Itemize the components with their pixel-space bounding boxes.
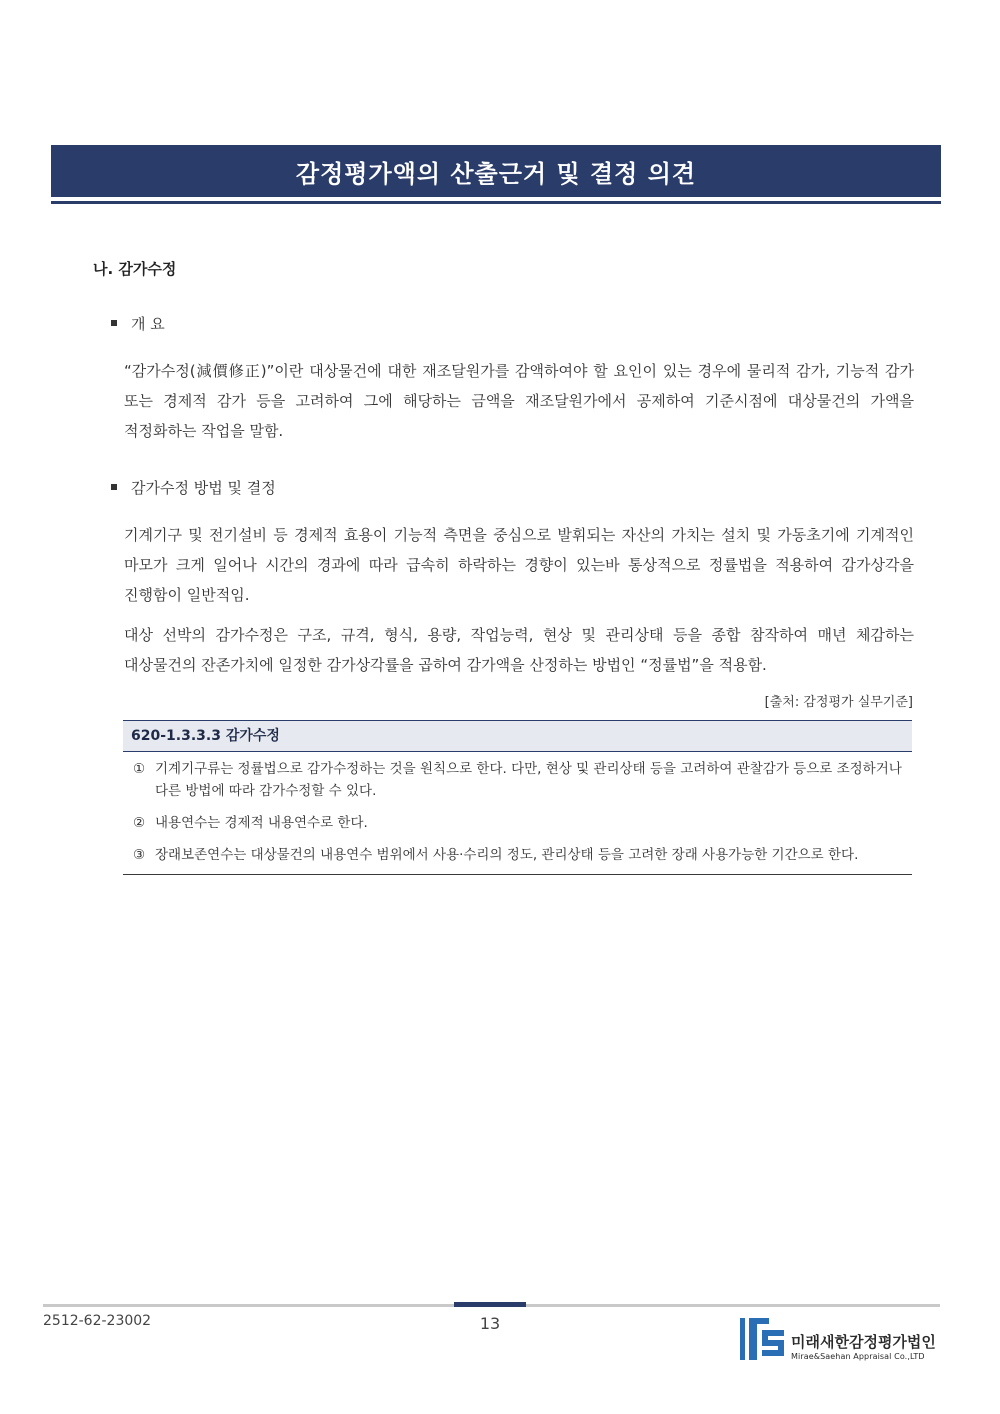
reference-item (133, 844, 902, 866)
reference-item-text: 내용연수는 경제적 내용연수로 한다. (155, 815, 368, 831)
reference-item (133, 812, 902, 834)
reference-box (123, 720, 912, 875)
overview-heading (111, 313, 165, 334)
method-paragraph-2: 대상 선박의 감가수정은 구조, 규격, 형식, 용량, 작업능력, 현상 및 관리상태 등을 종합 참작하여 매년 체감하는 대상물건의 잔존가치에 일정한 감가상각률을 곱하여 감가액을 산정하는 방법인 “정률법”을 적용함. (124, 626, 914, 674)
method-heading-label: 감가수정 방법 및 결정 (131, 479, 276, 497)
company-logo-icon (740, 1318, 784, 1360)
reference-item (133, 758, 902, 802)
square-bullet-icon (111, 484, 117, 490)
section-heading: 나. 감가수정 (93, 260, 177, 278)
overview-paragraph: “감가수정(減價修正)”이란 대상물건에 대한 재조달원가를 감액하여야 할 요인이 있는 경우에 물리적 감가, 기능적 감가 또는 경제적 감가 등을 고려하여 그에 해당하는 금액을 재조달원가에서 공제하여 기준시점에 대상물건의 가액을 적정화하는 작업을 말함. (124, 362, 914, 440)
method-paragraph-1: 기계기구 및 전기설비 등 경제적 효용이 기능적 측면을 중심으로 발휘되는 자산의 가치는 설치 및 가동초기에 기계적인 마모가 크게 일어나 시간의 경과에 따라 급속히 하락하는 경향이 있는바 통상적으로 정률법을 적용하여 감가상각을 진행함이 일반적임. (124, 526, 914, 604)
document-code: 2512-62-23002 (43, 1313, 152, 1329)
source-citation: [출처: 감정평가 실무기준] (764, 695, 913, 710)
method-heading (111, 477, 276, 498)
reference-item-text: 기계기구류는 정률법으로 감가수정하는 것을 원칙으로 한다. 다만, 현상 및 관리상태 등을 고려하여 관찰감가 등으로 조정하거나 다른 방법에 따라 감가수정할 수 있다. (155, 761, 902, 799)
overview-heading-label: 개 요 (131, 315, 165, 333)
square-bullet-icon (111, 320, 117, 326)
reference-title: 620-1.3.3.3 감가수정 (123, 720, 912, 752)
reference-item-number: ② (133, 815, 146, 831)
company-name-english: Mirae&Saehan Appraisal Co.,LTD (791, 1352, 925, 1361)
page-title-banner (51, 145, 941, 197)
title-underline (51, 201, 941, 204)
company-name-korean: 미래새한감정평가법인 (791, 1333, 936, 1351)
reference-item-text: 장래보존연수는 대상물건의 내용연수 범위에서 사용·수리의 정도, 관리상태 등을 고려한 장래 사용가능한 기간으로 한다. (155, 847, 859, 863)
footer-divider-accent (454, 1302, 526, 1307)
page-title: 감정평가액의 산출근거 및 결정 의견 (295, 159, 697, 188)
reference-list (123, 752, 912, 874)
page-number: 13 (479, 1314, 501, 1333)
reference-item-number: ③ (133, 847, 146, 863)
reference-item-number: ① (133, 761, 146, 777)
